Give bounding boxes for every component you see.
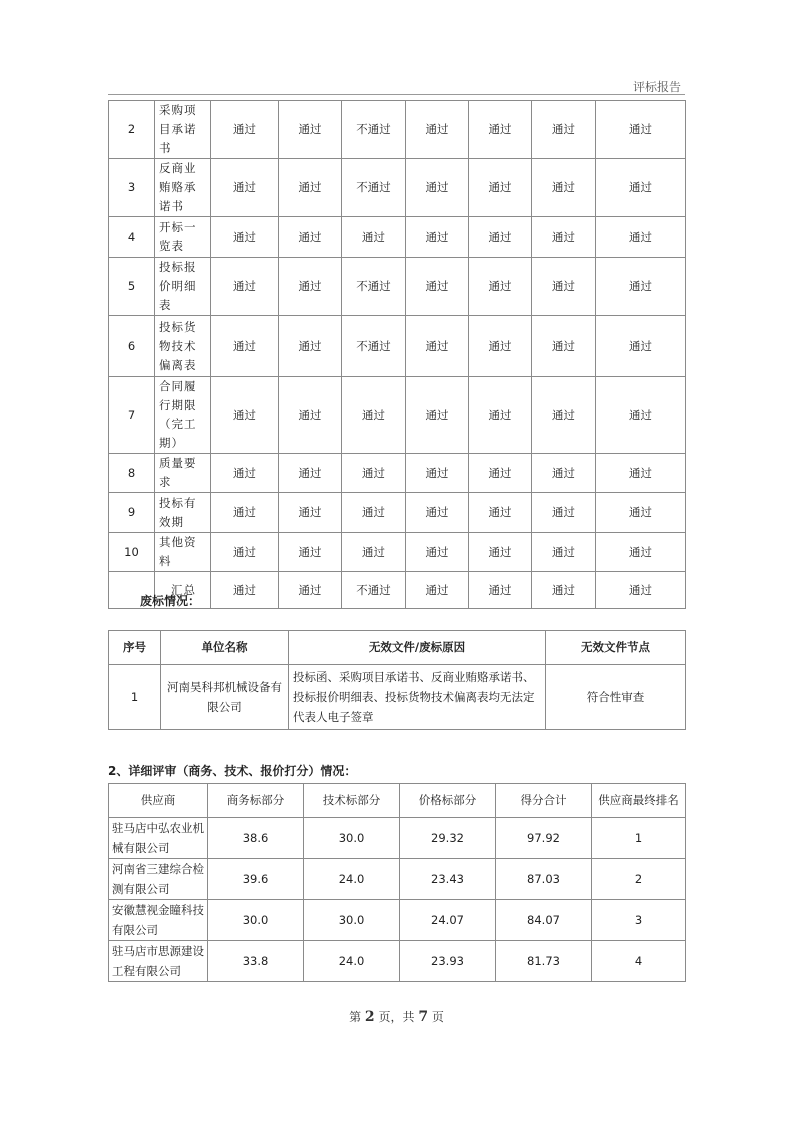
compliance-result-cell: 不通过 xyxy=(342,101,406,159)
scoring-row xyxy=(109,859,686,900)
compliance-result-cell: 通过 xyxy=(406,493,469,533)
compliance-result-cell: 不通过 xyxy=(342,159,406,217)
compliance-result-cell: 通过 xyxy=(596,217,686,258)
rejection-header-reason: 无效文件/废标原因 xyxy=(289,631,546,665)
scoring-total-cell: 84.07 xyxy=(496,900,592,941)
rejection-header-no: 序号 xyxy=(109,631,161,665)
compliance-result-cell: 通过 xyxy=(596,493,686,533)
scoring-row xyxy=(109,900,686,941)
rejection-header-node: 无效文件节点 xyxy=(546,631,686,665)
compliance-result-cell: 不通过 xyxy=(342,258,406,316)
compliance-result-cell: 通过 xyxy=(469,217,532,258)
compliance-result-cell: 通过 xyxy=(469,454,532,493)
scoring-header-supplier: 供应商 xyxy=(109,784,208,818)
compliance-result-cell: 通过 xyxy=(532,159,596,217)
rejection-node: 符合性审查 xyxy=(546,665,686,730)
compliance-row-item: 反商业贿赂承诺书 xyxy=(155,159,211,217)
scoring-price-cell: 23.43 xyxy=(400,859,496,900)
footer-prefix: 第 xyxy=(349,1010,362,1024)
compliance-result-cell: 通过 xyxy=(406,258,469,316)
scoring-technical-cell: 24.0 xyxy=(304,859,400,900)
compliance-result-cell: 通过 xyxy=(596,533,686,572)
footer-total-pages: 7 xyxy=(418,1009,429,1025)
compliance-result-cell: 通过 xyxy=(211,101,279,159)
compliance-result-cell: 通过 xyxy=(596,101,686,159)
scoring-rank-cell: 2 xyxy=(592,859,686,900)
report-header-label: 评标报告 xyxy=(632,80,681,94)
compliance-result-cell: 通过 xyxy=(469,258,532,316)
compliance-result-cell: 通过 xyxy=(532,101,596,159)
compliance-result-cell: 通过 xyxy=(469,533,532,572)
scoring-header-technical: 技术标部分 xyxy=(304,784,400,818)
compliance-result-cell: 通过 xyxy=(211,217,279,258)
scoring-price-cell: 23.93 xyxy=(400,941,496,982)
compliance-result-cell: 通过 xyxy=(406,572,469,609)
compliance-result-cell: 通过 xyxy=(406,316,469,377)
scoring-total-cell: 87.03 xyxy=(496,859,592,900)
compliance-result-cell: 通过 xyxy=(532,533,596,572)
compliance-result-cell: 通过 xyxy=(279,572,342,609)
compliance-result-cell: 通过 xyxy=(469,101,532,159)
scoring-section-title: 2、详细评审（商务、技术、报价打分）情况： xyxy=(108,764,357,778)
compliance-row-item: 质量要求 xyxy=(155,454,211,493)
scoring-business-cell: 33.8 xyxy=(208,941,304,982)
compliance-row xyxy=(109,101,686,159)
rejection-header-company: 单位名称 xyxy=(161,631,289,665)
compliance-result-cell: 通过 xyxy=(596,572,686,609)
compliance-result-cell: 通过 xyxy=(342,377,406,454)
compliance-row xyxy=(109,493,686,533)
scoring-technical-cell: 24.0 xyxy=(304,941,400,982)
compliance-row-item: 采购项目承诺书 xyxy=(155,101,211,159)
compliance-result-cell: 通过 xyxy=(211,258,279,316)
compliance-result-cell: 通过 xyxy=(596,316,686,377)
compliance-result-cell: 通过 xyxy=(342,533,406,572)
scoring-rank-cell: 3 xyxy=(592,900,686,941)
compliance-result-cell: 通过 xyxy=(406,101,469,159)
compliance-result-cell: 通过 xyxy=(469,316,532,377)
scoring-header-rank: 供应商最终排名 xyxy=(592,784,686,818)
compliance-result-cell: 通过 xyxy=(279,217,342,258)
scoring-header-price: 价格标部分 xyxy=(400,784,496,818)
compliance-result-cell: 通过 xyxy=(211,159,279,217)
compliance-row-item: 投标货物技术偏离表 xyxy=(155,316,211,377)
scoring-header-row xyxy=(109,784,686,818)
rejection-reason: 投标函、采购项目承诺书、反商业贿赂承诺书、投标报价明细表、投标货物技术偏离表均无法定代表人电子签章 xyxy=(289,665,546,730)
compliance-review-table xyxy=(108,100,686,609)
scoring-business-cell: 38.6 xyxy=(208,818,304,859)
compliance-row xyxy=(109,533,686,572)
compliance-row-item: 汇总 xyxy=(155,572,211,609)
compliance-result-cell: 通过 xyxy=(279,159,342,217)
compliance-result-cell: 通过 xyxy=(279,533,342,572)
footer-middle: 页，共 xyxy=(378,1010,415,1024)
compliance-result-cell: 通过 xyxy=(211,533,279,572)
compliance-result-cell: 通过 xyxy=(279,493,342,533)
compliance-result-cell: 通过 xyxy=(211,316,279,377)
compliance-result-cell: 通过 xyxy=(342,454,406,493)
detailed-scoring-table xyxy=(108,783,686,982)
scoring-total-cell: 81.73 xyxy=(496,941,592,982)
header-divider xyxy=(108,94,685,95)
compliance-row xyxy=(109,217,686,258)
compliance-result-cell: 通过 xyxy=(279,101,342,159)
scoring-price-cell: 29.32 xyxy=(400,818,496,859)
compliance-row xyxy=(109,258,686,316)
scoring-rank-cell: 1 xyxy=(592,818,686,859)
rejection-section-title: 废标情况： xyxy=(140,594,201,608)
compliance-row xyxy=(109,316,686,377)
compliance-result-cell: 通过 xyxy=(406,159,469,217)
compliance-row xyxy=(109,454,686,493)
compliance-result-cell: 通过 xyxy=(469,572,532,609)
compliance-row-no: 4 xyxy=(109,217,155,258)
compliance-result-cell: 通过 xyxy=(596,258,686,316)
compliance-result-cell: 不通过 xyxy=(342,316,406,377)
compliance-row xyxy=(109,159,686,217)
compliance-result-cell: 通过 xyxy=(406,217,469,258)
scoring-supplier-cell: 驻马店市思源建设工程有限公司 xyxy=(109,941,208,982)
scoring-business-cell: 30.0 xyxy=(208,900,304,941)
scoring-row xyxy=(109,941,686,982)
compliance-result-cell: 通过 xyxy=(342,493,406,533)
rejection-no: 1 xyxy=(109,665,161,730)
compliance-result-cell: 通过 xyxy=(532,377,596,454)
scoring-business-cell: 39.6 xyxy=(208,859,304,900)
compliance-result-cell: 通过 xyxy=(406,454,469,493)
scoring-row xyxy=(109,818,686,859)
scoring-supplier-cell: 驻马店中弘农业机械有限公司 xyxy=(109,818,208,859)
compliance-row-no: 9 xyxy=(109,493,155,533)
compliance-result-cell: 通过 xyxy=(279,316,342,377)
page-footer xyxy=(0,1008,793,1025)
compliance-row-item: 其他资料 xyxy=(155,533,211,572)
compliance-result-cell: 通过 xyxy=(469,493,532,533)
compliance-row-no: 5 xyxy=(109,258,155,316)
compliance-result-cell: 通过 xyxy=(279,454,342,493)
footer-suffix: 页 xyxy=(431,1010,444,1024)
compliance-row-item: 投标报价明细表 xyxy=(155,258,211,316)
compliance-result-cell: 通过 xyxy=(532,316,596,377)
scoring-price-cell: 24.07 xyxy=(400,900,496,941)
compliance-row-no: 7 xyxy=(109,377,155,454)
compliance-row-item: 投标有效期 xyxy=(155,493,211,533)
compliance-row-item: 合同履行期限（完工期） xyxy=(155,377,211,454)
compliance-result-cell: 通过 xyxy=(469,377,532,454)
scoring-supplier-cell: 安徽慧视金瞳科技有限公司 xyxy=(109,900,208,941)
compliance-result-cell: 通过 xyxy=(211,454,279,493)
compliance-result-cell: 不通过 xyxy=(342,572,406,609)
compliance-result-cell: 通过 xyxy=(596,454,686,493)
scoring-technical-cell: 30.0 xyxy=(304,818,400,859)
compliance-result-cell: 通过 xyxy=(532,454,596,493)
compliance-row xyxy=(109,377,686,454)
compliance-row-no: 10 xyxy=(109,533,155,572)
compliance-result-cell: 通过 xyxy=(406,533,469,572)
compliance-result-cell: 通过 xyxy=(596,159,686,217)
rejection-company: 河南昊科邦机械设备有限公司 xyxy=(161,665,289,730)
compliance-result-cell: 通过 xyxy=(596,377,686,454)
scoring-total-cell: 97.92 xyxy=(496,818,592,859)
scoring-header-business: 商务标部分 xyxy=(208,784,304,818)
compliance-result-cell: 通过 xyxy=(532,258,596,316)
compliance-result-cell: 通过 xyxy=(279,258,342,316)
rejection-row xyxy=(109,665,686,730)
compliance-result-cell: 通过 xyxy=(469,159,532,217)
scoring-rank-cell: 4 xyxy=(592,941,686,982)
compliance-result-cell: 通过 xyxy=(211,572,279,609)
compliance-result-cell: 通过 xyxy=(532,572,596,609)
scoring-supplier-cell: 河南省三建综合检测有限公司 xyxy=(109,859,208,900)
rejection-table xyxy=(108,630,686,730)
compliance-result-cell: 通过 xyxy=(532,493,596,533)
compliance-row-item: 开标一览表 xyxy=(155,217,211,258)
compliance-result-cell: 通过 xyxy=(532,217,596,258)
compliance-row-no: 3 xyxy=(109,159,155,217)
compliance-row-no: 8 xyxy=(109,454,155,493)
compliance-result-cell: 通过 xyxy=(279,377,342,454)
rejection-header-row xyxy=(109,631,686,665)
compliance-result-cell: 通过 xyxy=(211,377,279,454)
compliance-result-cell: 通过 xyxy=(342,217,406,258)
footer-page-number: 2 xyxy=(364,1009,375,1025)
compliance-row-no: 6 xyxy=(109,316,155,377)
compliance-result-cell: 通过 xyxy=(211,493,279,533)
compliance-result-cell: 通过 xyxy=(406,377,469,454)
compliance-row-no: 2 xyxy=(109,101,155,159)
scoring-technical-cell: 30.0 xyxy=(304,900,400,941)
scoring-header-total: 得分合计 xyxy=(496,784,592,818)
